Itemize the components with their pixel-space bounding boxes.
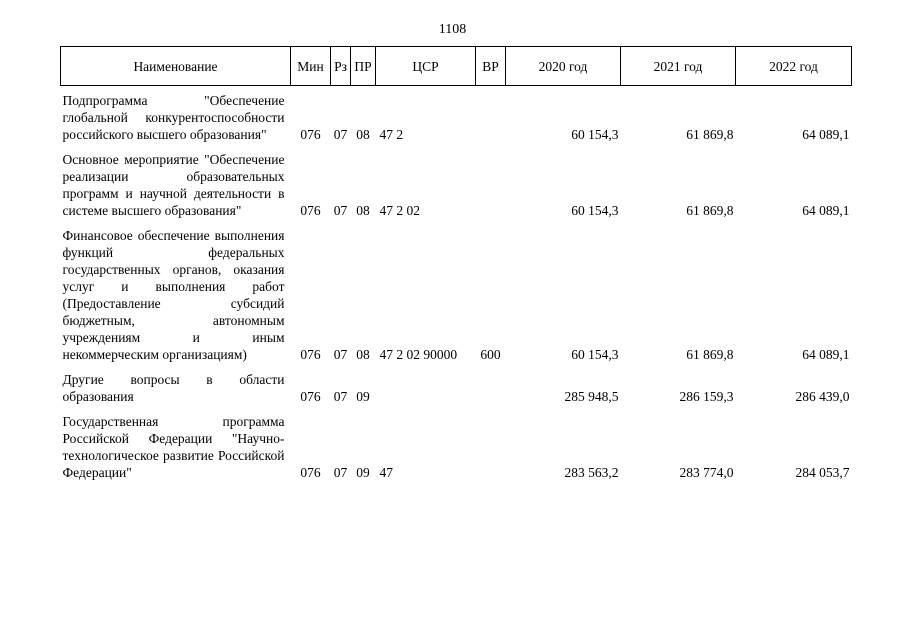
row-vr — [476, 405, 506, 481]
header-csr: ЦСР — [376, 47, 476, 86]
header-vr: ВР — [476, 47, 506, 86]
row-name: Подпрограмма "Обеспечение глобальной конкурентоспособности российского высшего образования" — [62, 93, 285, 142]
row-2022: 64 089,1 — [802, 347, 850, 362]
row-vr — [476, 363, 506, 405]
row-pr: 08 — [356, 127, 370, 142]
header-pr: ПР — [351, 47, 376, 86]
header-min: Мин — [291, 47, 331, 86]
header-name: Наименование — [61, 47, 291, 86]
row-name: Основное мероприятие "Обеспечение реализации образовательных программ и научной деятельности в системе высшего образования" — [62, 152, 285, 218]
row-pr: 09 — [356, 465, 370, 480]
header-rz: Рз — [331, 47, 351, 86]
row-pr: 08 — [356, 203, 370, 218]
row-name: Финансовое обеспечение выполнения функций федеральных государственных органов, оказания услуг и выполнения работ (Предоставление субсидий бюджетным, автономным учреждениям и иным некоммерческим организациям) — [62, 228, 285, 362]
row-2020: 60 154,3 — [571, 203, 619, 218]
table-row — [61, 363, 852, 405]
row-name: Государственная программа Российской Федерации "Научно-технологическое развитие Российской Федерации" — [62, 414, 285, 480]
budget-table — [60, 46, 852, 481]
row-2022: 64 089,1 — [802, 203, 850, 218]
row-min: 076 — [300, 465, 321, 480]
row-2020: 60 154,3 — [571, 347, 619, 362]
row-min: 076 — [300, 347, 321, 362]
row-2022: 64 089,1 — [802, 127, 850, 142]
row-min: 076 — [300, 127, 321, 142]
row-csr — [376, 363, 476, 405]
row-rz: 07 — [333, 127, 348, 142]
page-number: 1108 — [438, 22, 467, 37]
row-vr — [476, 86, 506, 144]
table-row — [61, 219, 852, 363]
header-row — [61, 47, 852, 86]
row-2021: 61 869,8 — [686, 127, 734, 142]
table-row — [61, 405, 852, 481]
row-rz: 07 — [333, 347, 348, 362]
row-2021: 61 869,8 — [686, 347, 734, 362]
row-csr: 47 — [379, 465, 393, 480]
row-vr: 600 — [480, 347, 501, 362]
row-2020: 283 563,2 — [564, 465, 619, 480]
row-min: 076 — [300, 389, 321, 404]
row-rz: 07 — [333, 465, 348, 480]
row-2021: 286 159,3 — [679, 389, 734, 404]
table-row — [61, 143, 852, 219]
row-rz: 07 — [333, 389, 348, 404]
row-csr: 47 2 — [379, 127, 404, 142]
row-2020: 60 154,3 — [571, 127, 619, 142]
header-2020: 2020 год — [506, 47, 621, 86]
row-pr: 09 — [356, 389, 370, 404]
row-csr: 47 2 02 90000 — [379, 347, 458, 362]
row-2022: 286 439,0 — [795, 389, 850, 404]
header-2021: 2021 год — [621, 47, 736, 86]
row-csr: 47 2 02 — [379, 203, 420, 218]
table-row — [61, 86, 852, 144]
row-rz: 07 — [333, 203, 348, 218]
row-2021: 283 774,0 — [679, 465, 734, 480]
row-vr — [476, 143, 506, 219]
row-2020: 285 948,5 — [564, 389, 619, 404]
header-2022: 2022 год — [736, 47, 852, 86]
row-name: Другие вопросы в области образования — [62, 372, 285, 404]
row-2021: 61 869,8 — [686, 203, 734, 218]
row-pr: 08 — [356, 347, 370, 362]
row-2022: 284 053,7 — [795, 465, 850, 480]
row-min: 076 — [300, 203, 321, 218]
